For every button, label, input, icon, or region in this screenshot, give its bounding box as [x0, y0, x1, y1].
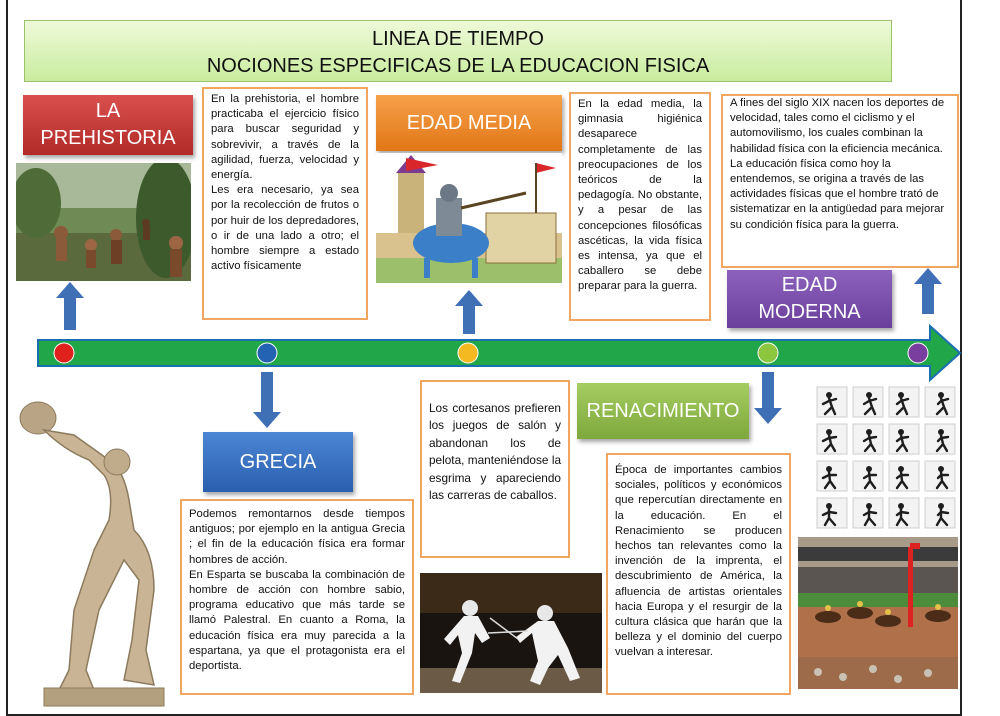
title-line-2: NOCIONES ESPECIFICAS DE LA EDUCACION FISICA [206, 55, 710, 77]
dot-edad-moderna [908, 343, 928, 363]
fencing-icon [420, 573, 602, 693]
arrow-up-edad-moderna [914, 268, 942, 314]
era-prehistoria [23, 95, 193, 155]
text-prehistoria [202, 87, 368, 320]
arrow-up-prehistoria [56, 282, 84, 330]
horse-race-icon [798, 537, 958, 689]
era-edad-moderna-label: EDAD MODERNA [758, 274, 861, 323]
text-grecia-p2: En Esparta se buscaba la combinación de hombre de acción con hombre sabio, programa educativo que más tarde se llamó Palestral. En cuanto a Roma, la educación física era muy parecida a la espartana, ya que el protagonista era el deportista. [189, 568, 405, 673]
era-edad-media [376, 95, 562, 151]
title-line-1: LINEA DE TIEMPO [372, 28, 544, 50]
dot-edad-media [458, 343, 478, 363]
dot-prehistoria [54, 343, 74, 363]
text-edad-moderna-p1: A fines del siglo XIX nacen los deportes de velocidad, tales como el ciclismo y el automovilismo, los cuales combinan la habilidad física con la eficiencia mecánica. [730, 97, 945, 155]
text-renacimiento-p: Época de importantes cambios sociales, políticos y económicos que repercutían directamente en la educación. En el Renacimiento se producen hechos tan relevantes como la invención de la imprenta, el descubrimiento de América, la afluencia de artistas orientales hacia Europa y el resurgir de la cultura clásica que harán que la belleza y el dominio del cuerpo vuelvan a interesar. [615, 464, 782, 659]
text-prehistoria-p2: Les era necesario, ya sea por la recolección de frutos o por huir de los depredadores, o ir de una lado a otro; el hombre siempre a estado activo físicamente [211, 184, 359, 273]
era-prehistoria-label: LA PREHISTORIA [40, 100, 176, 149]
era-renacimiento [577, 383, 749, 439]
text-prehistoria-p1: En la prehistoria, el hombre practicaba el ejercicio físico para buscar seguridad y sobrevivir, a través de la agilidad, fuerza, velocidad y energía. [211, 93, 359, 182]
sports-pictograms-icon [814, 384, 958, 534]
era-grecia-label: GRECIA [239, 450, 317, 473]
era-edad-moderna [727, 270, 892, 328]
text-cortesanos-p: Los cortesanos prefieren los juegos de salón y abandonan los de pelota, manteniéndose la esgrima y apareciendo las carreras de caballos. [429, 401, 561, 503]
prehistoric-scene-icon [16, 163, 191, 281]
knight-tournament-icon [376, 153, 562, 283]
text-grecia-p1: Podemos remontarnos desde tiempos antiguos; por ejemplo en la antigua Grecia ; el fin de la educación física era formar hombres de acción. [189, 508, 405, 566]
text-edad-moderna [721, 94, 959, 268]
dot-renacimiento [758, 343, 778, 363]
era-renacimiento-label: RENACIMIENTO [586, 399, 740, 422]
text-edad-media-p: En la edad media, la gimnasia higiénica desaparece completamente de las preocupaciones de los teóricos de la pedagogía. No obstante, y a pesar de las concepciones filosóficas ascéticas, la vida física es intensa, ya que el caballero se debe preparar para la guerra. [578, 98, 702, 293]
title-banner [24, 20, 892, 82]
arrow-down-grecia [253, 372, 281, 428]
text-cortesanos [420, 380, 570, 558]
timeline-arrow [38, 326, 960, 380]
text-grecia [180, 499, 414, 695]
text-edad-moderna-p2: La educación física como hoy la entendemos, se origina a través de las actividades físicas que el hombre trató de sistematizar en la antigüedad para mejorar su condición física para la guerra. [730, 157, 945, 231]
arrow-down-renacimiento [754, 372, 782, 424]
arrow-up-edad-media [455, 290, 483, 334]
text-edad-media [569, 92, 711, 321]
text-renacimiento [606, 453, 791, 695]
era-edad-media-label: EDAD MEDIA [406, 111, 532, 134]
era-grecia [203, 432, 353, 492]
dot-grecia [257, 343, 277, 363]
timeline [0, 320, 1000, 384]
discobolus-statue-icon [14, 390, 174, 710]
